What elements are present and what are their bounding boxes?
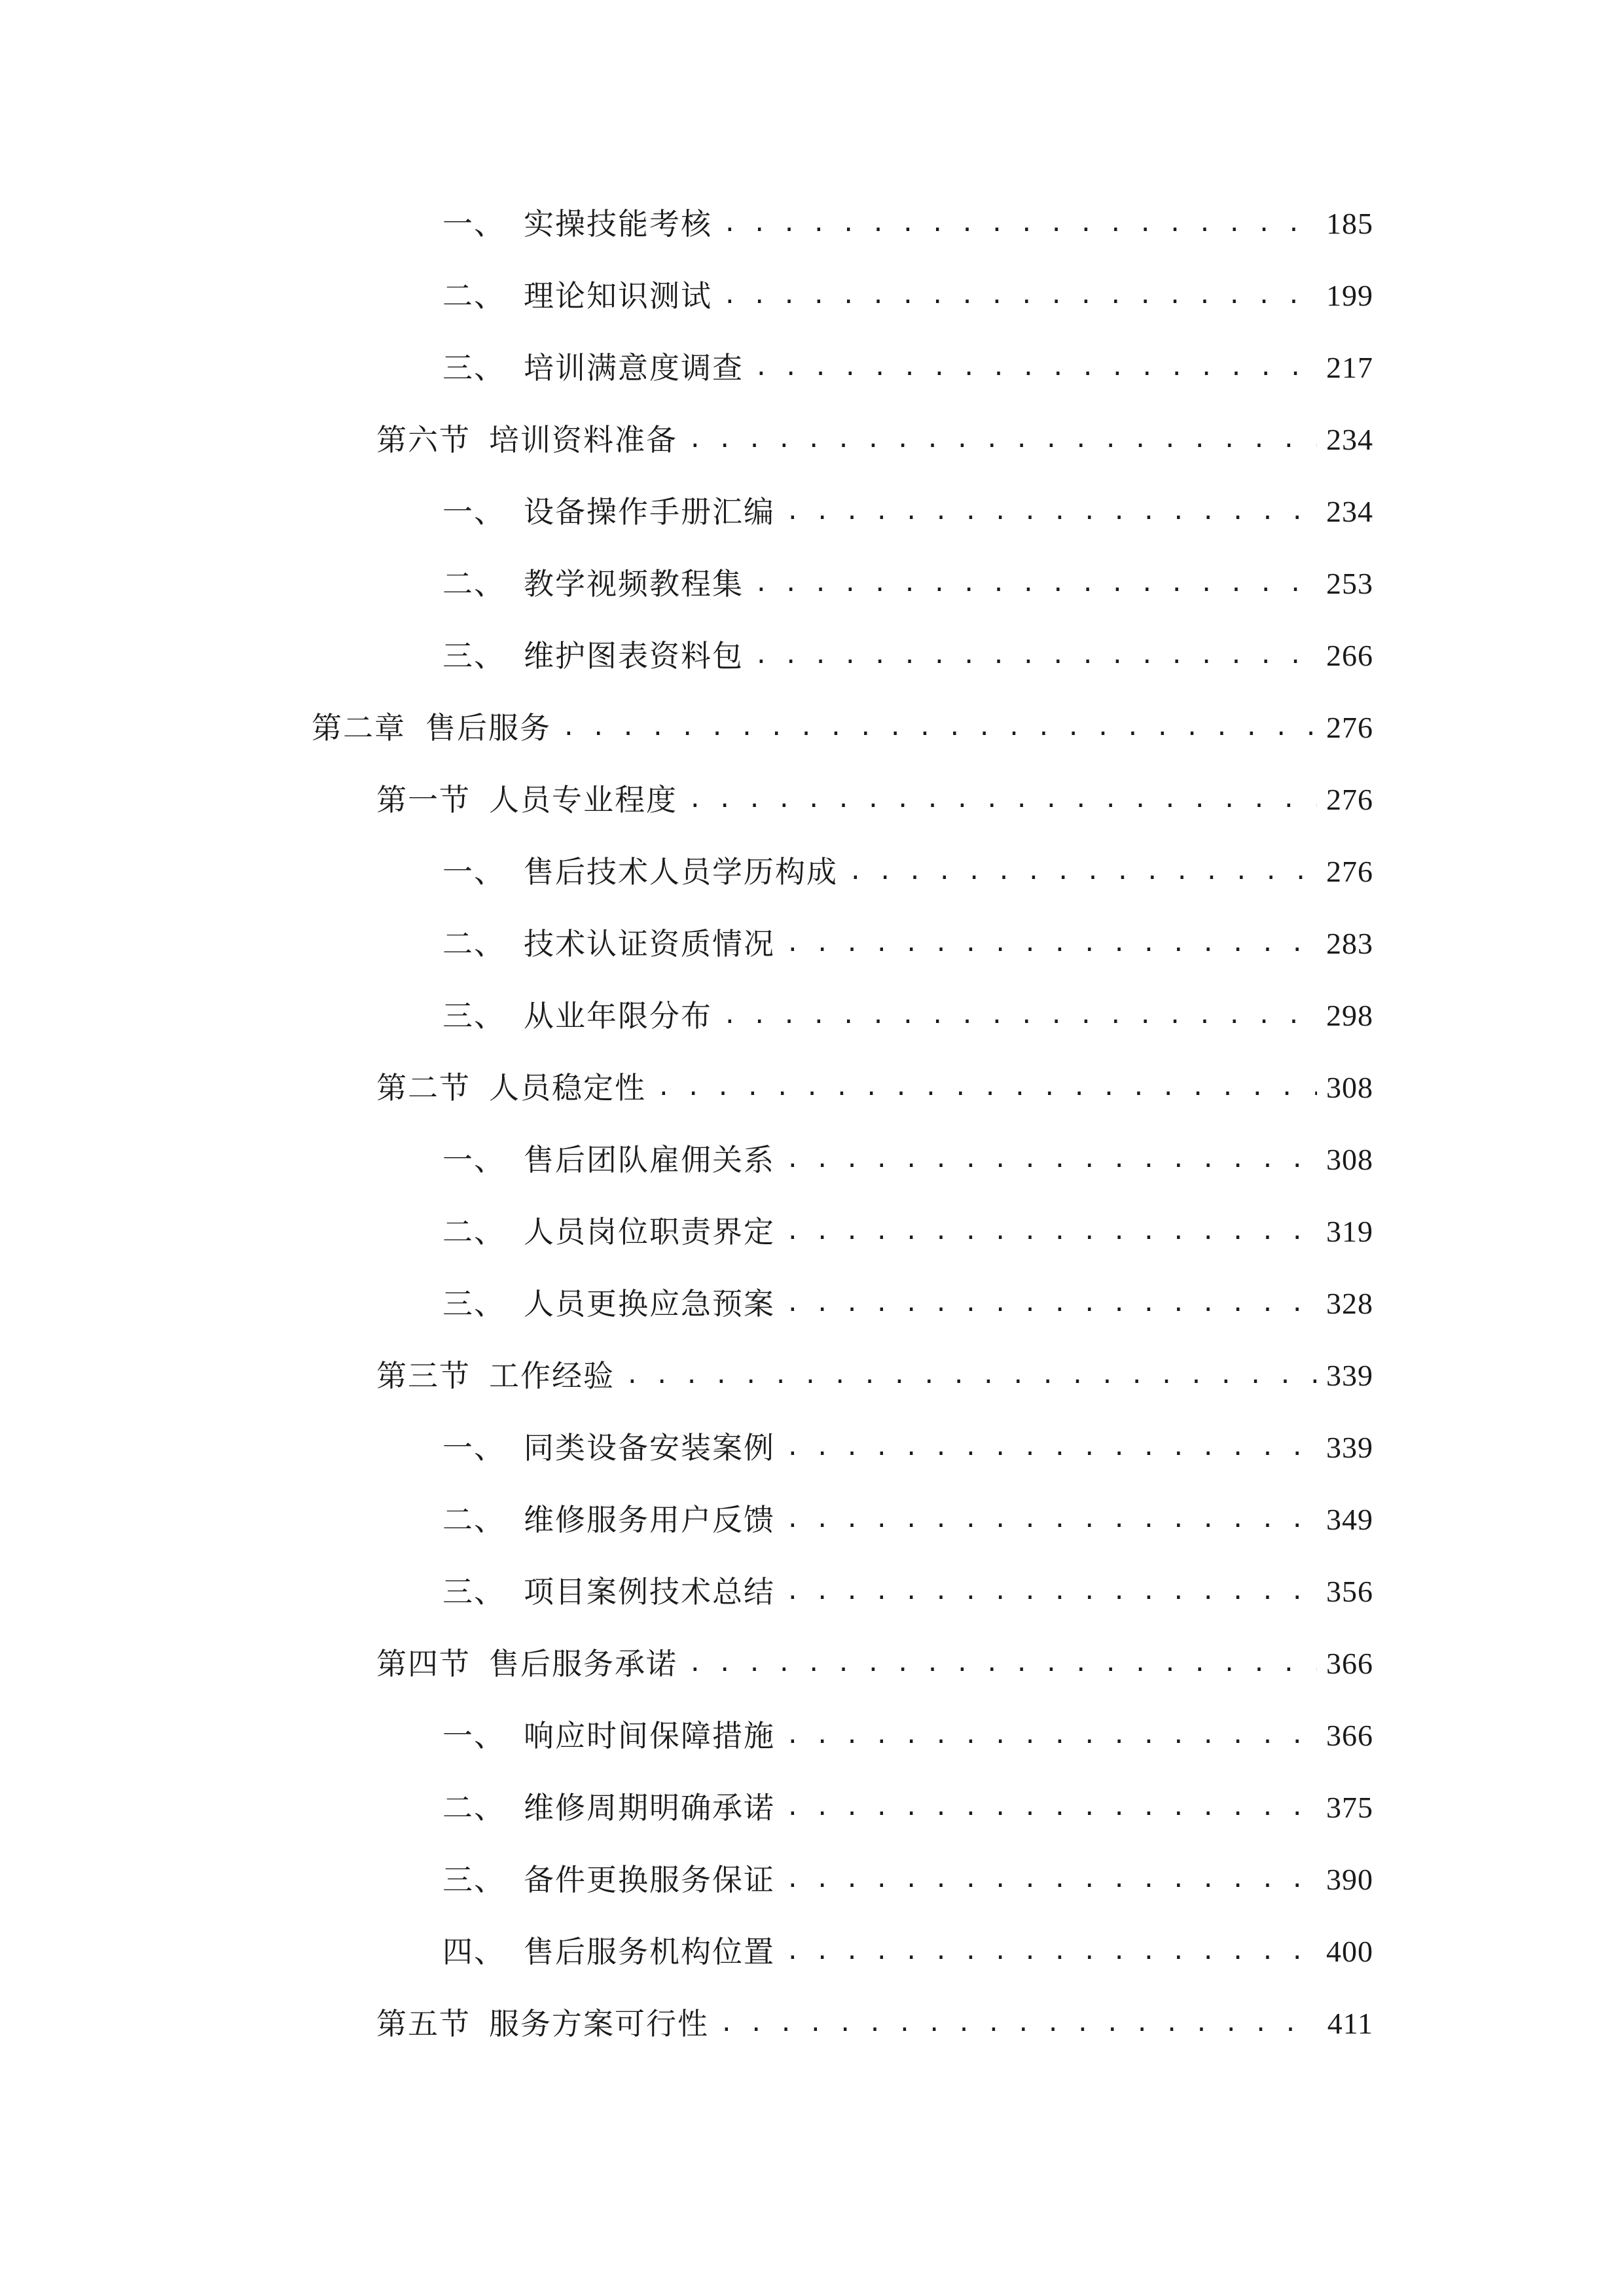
toc-entry[interactable] <box>0 620 1624 692</box>
toc-entry-title: 维修周期明确承诺 <box>524 1790 775 1825</box>
toc-entry-page-number: 266 <box>1326 639 1373 672</box>
toc-entry-marker: 一、 <box>442 494 505 529</box>
toc-entry-title: 售后服务承诺 <box>489 1646 677 1681</box>
toc-entry-title: 售后服务机构位置 <box>524 1934 775 1969</box>
toc-entry-marker: 三、 <box>442 638 505 673</box>
toc-entry-marker: 一、 <box>442 854 505 889</box>
toc-entry-marker: 一、 <box>442 1718 505 1753</box>
toc-entry[interactable] <box>0 1772 1624 1844</box>
toc-entry-page-number: 366 <box>1326 1719 1373 1752</box>
toc-dot-leader <box>688 764 1317 836</box>
toc-entry-page-number: 375 <box>1326 1791 1373 1824</box>
toc-entry-marker: 三、 <box>442 350 505 386</box>
toc-dot-leader <box>785 1772 1317 1844</box>
toc-entry-title: 工作经验 <box>489 1358 615 1393</box>
toc-section-entry[interactable] <box>0 1340 1624 1412</box>
toc-dot-leader <box>785 1412 1317 1484</box>
toc-entry-page-number: 356 <box>1326 1575 1373 1608</box>
toc-entry-marker: 三、 <box>442 1286 505 1321</box>
toc-entry-page-number: 390 <box>1326 1863 1373 1896</box>
toc-entry-marker: 第四节 <box>376 1646 471 1681</box>
toc-entry-title: 从业年限分布 <box>524 998 712 1033</box>
toc-dot-leader <box>848 836 1317 908</box>
toc-entry-page-number: 234 <box>1326 423 1373 456</box>
toc-section-entry[interactable] <box>0 404 1624 476</box>
toc-entry-page-number: 366 <box>1326 1647 1373 1680</box>
toc-dot-leader <box>785 908 1317 980</box>
toc-entry-marker: 一、 <box>442 1430 505 1465</box>
toc-entry[interactable] <box>0 1916 1624 1988</box>
toc-dot-leader <box>785 1196 1317 1268</box>
toc-entry-page-number: 217 <box>1326 351 1373 384</box>
toc-entry[interactable] <box>0 1196 1624 1268</box>
toc-entry-marker: 第二章 <box>312 710 406 745</box>
toc-entry-page-number: 298 <box>1326 999 1373 1032</box>
toc-entry-title: 维修服务用户反馈 <box>524 1502 775 1537</box>
toc-entry[interactable] <box>0 980 1624 1052</box>
toc-entry-marker: 第三节 <box>376 1358 471 1393</box>
toc-entry-title: 人员专业程度 <box>489 782 677 817</box>
toc-dot-leader <box>657 1052 1317 1124</box>
toc-dot-leader <box>754 620 1317 692</box>
table-of-contents <box>0 188 1624 2060</box>
toc-entry-page-number: 319 <box>1326 1215 1373 1248</box>
toc-entry-page-number: 339 <box>1326 1359 1373 1392</box>
toc-entry-title: 教学视频教程集 <box>524 566 744 601</box>
toc-entry-title: 维护图表资料包 <box>524 638 744 673</box>
toc-entry-page-number: 276 <box>1326 783 1373 816</box>
toc-entry-title: 培训满意度调查 <box>524 350 744 386</box>
toc-entry-title: 人员岗位职责界定 <box>524 1214 775 1249</box>
toc-entry-title: 备件更换服务保证 <box>524 1862 775 1897</box>
toc-dot-leader <box>785 476 1317 548</box>
toc-entry-page-number: 339 <box>1326 1431 1373 1464</box>
toc-entry-marker: 二、 <box>442 926 505 961</box>
toc-entry-page-number: 199 <box>1326 279 1373 312</box>
toc-section-entry[interactable] <box>0 1052 1624 1124</box>
toc-entry-marker: 第一节 <box>376 782 471 817</box>
toc-entry-marker: 四、 <box>442 1934 505 1969</box>
toc-entry-page-number: 283 <box>1326 927 1373 960</box>
toc-dot-leader <box>785 1700 1317 1772</box>
toc-entry-marker: 二、 <box>442 1790 505 1825</box>
toc-dot-leader <box>785 1124 1317 1196</box>
toc-entry-marker: 一、 <box>442 206 505 242</box>
toc-dot-leader <box>785 1916 1317 1988</box>
toc-entry-marker: 第六节 <box>376 422 471 457</box>
toc-entry-marker: 第五节 <box>376 2006 471 2041</box>
toc-dot-leader <box>625 1340 1317 1412</box>
toc-entry[interactable] <box>0 260 1624 332</box>
toc-entry-page-number: 253 <box>1326 567 1373 600</box>
toc-section-entry[interactable] <box>0 764 1624 836</box>
toc-entry-marker: 二、 <box>442 1214 505 1249</box>
toc-entry-page-number: 400 <box>1326 1935 1373 1968</box>
toc-entry-page-number: 349 <box>1326 1503 1373 1536</box>
toc-entry-page-number: 185 <box>1326 207 1373 240</box>
toc-entry[interactable] <box>0 836 1624 908</box>
toc-entry[interactable] <box>0 548 1624 620</box>
toc-entry[interactable] <box>0 476 1624 548</box>
toc-dot-leader <box>785 1844 1317 1916</box>
toc-section-entry[interactable] <box>0 1628 1624 1700</box>
toc-section-entry[interactable] <box>0 1988 1624 2060</box>
toc-dot-leader <box>754 332 1317 404</box>
toc-dot-leader <box>688 1628 1317 1700</box>
toc-dot-leader <box>785 1484 1317 1556</box>
toc-dot-leader <box>688 404 1317 476</box>
toc-chapter-entry[interactable] <box>0 692 1624 764</box>
toc-entry[interactable] <box>0 1556 1624 1628</box>
toc-entry-marker: 一、 <box>442 1142 505 1177</box>
toc-entry-page-number: 308 <box>1326 1071 1373 1104</box>
toc-entry-title: 售后服务 <box>425 710 551 745</box>
toc-dot-leader <box>754 548 1317 620</box>
toc-entry-title: 设备操作手册汇编 <box>524 494 775 529</box>
toc-entry[interactable] <box>0 1844 1624 1916</box>
toc-entry-marker: 二、 <box>442 1502 505 1537</box>
toc-entry-page-number: 411 <box>1327 2007 1373 2040</box>
toc-entry[interactable] <box>0 1412 1624 1484</box>
toc-entry[interactable] <box>0 1700 1624 1772</box>
toc-entry-title: 售后团队雇佣关系 <box>524 1142 775 1177</box>
toc-entry[interactable] <box>0 188 1624 260</box>
toc-entry-title: 培训资料准备 <box>489 422 677 457</box>
toc-entry-title: 技术认证资质情况 <box>524 926 775 961</box>
toc-entry[interactable] <box>0 1484 1624 1556</box>
toc-entry-page-number: 234 <box>1326 495 1373 528</box>
toc-entry[interactable] <box>0 332 1624 404</box>
toc-entry-title: 响应时间保障措施 <box>524 1718 775 1753</box>
toc-entry-marker: 三、 <box>442 998 505 1033</box>
toc-dot-leader <box>723 980 1317 1052</box>
toc-entry-title: 项目案例技术总结 <box>524 1574 775 1609</box>
toc-dot-leader <box>723 260 1317 332</box>
toc-entry[interactable] <box>0 1268 1624 1340</box>
toc-dot-leader <box>785 1268 1317 1340</box>
toc-dot-leader <box>785 1556 1317 1628</box>
toc-dot-leader <box>719 1988 1317 2060</box>
toc-entry-marker: 第二节 <box>376 1070 471 1105</box>
toc-entry-page-number: 308 <box>1326 1143 1373 1176</box>
toc-entry-marker: 三、 <box>442 1862 505 1897</box>
toc-entry-title: 同类设备安装案例 <box>524 1430 775 1465</box>
toc-entry-title: 服务方案可行性 <box>489 2006 709 2041</box>
toc-dot-leader <box>562 692 1317 764</box>
toc-entry[interactable] <box>0 908 1624 980</box>
toc-entry-title: 实操技能考核 <box>524 206 712 242</box>
toc-entry-page-number: 328 <box>1326 1287 1373 1320</box>
toc-entry-title: 人员稳定性 <box>489 1070 646 1105</box>
toc-entry-title: 售后技术人员学历构成 <box>524 854 838 889</box>
toc-entry-page-number: 276 <box>1326 711 1373 744</box>
toc-entry[interactable] <box>0 1124 1624 1196</box>
toc-dot-leader <box>723 188 1317 260</box>
toc-entry-title: 理论知识测试 <box>524 278 712 314</box>
toc-entry-title: 人员更换应急预案 <box>524 1286 775 1321</box>
toc-entry-marker: 二、 <box>442 278 505 314</box>
toc-entry-page-number: 276 <box>1326 855 1373 888</box>
toc-entry-marker: 三、 <box>442 1574 505 1609</box>
toc-entry-marker: 二、 <box>442 566 505 601</box>
